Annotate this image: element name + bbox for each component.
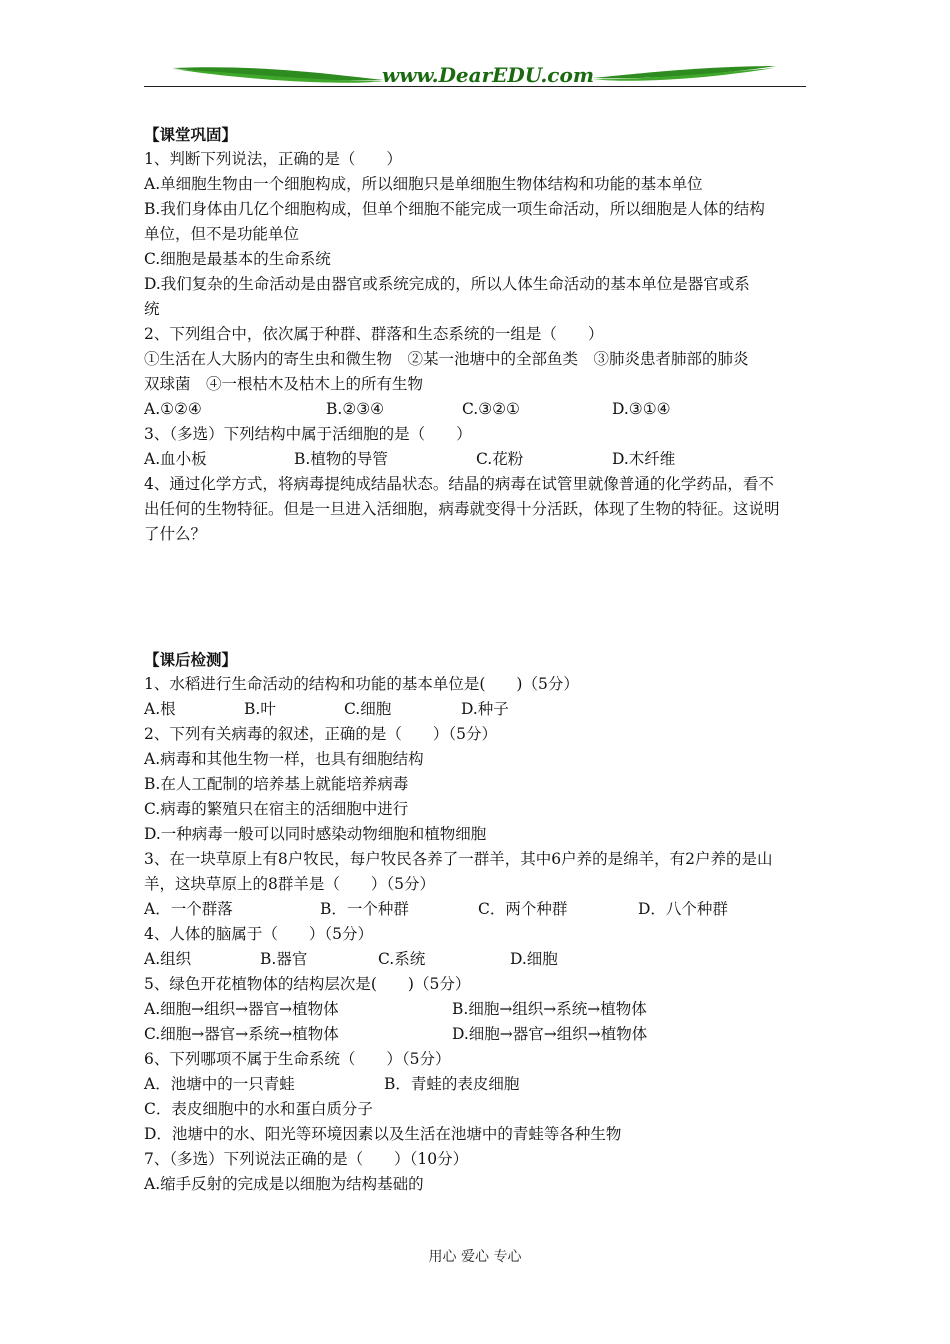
- option-c: C.花粉: [476, 450, 524, 468]
- answer-space: [144, 547, 809, 647]
- option-b: B.在人工配制的培养基上就能培养病毒: [144, 775, 409, 793]
- options-row: [144, 1022, 809, 1047]
- option-d: D.一种病毒一般可以同时感染动物细胞和植物细胞: [144, 825, 487, 843]
- question-stem: 1、水稻进行生命活动的结构和功能的基本单位是( )（5分）: [144, 675, 579, 693]
- option-d-cont: 统: [144, 300, 160, 318]
- option-d: D．八个种群: [638, 900, 728, 918]
- option-b: B.植物的导管: [294, 450, 388, 468]
- option-b-cont: 单位，但不是功能单位: [144, 225, 300, 243]
- question-text-cont: 了什么？: [144, 525, 207, 543]
- options-row: [144, 997, 809, 1022]
- logo-swoosh-graphic: [144, 60, 806, 92]
- document-body: [144, 122, 809, 1197]
- question-text: 4、通过化学方式，将病毒提纯成结晶状态。结晶的病毒在试管里就像普通的化学药品，看不: [144, 475, 774, 493]
- site-header-logo: [144, 60, 806, 92]
- question-items-cont: 双球菌 ④一根枯木及枯木上的所有生物: [144, 375, 424, 393]
- option-c: C.细胞: [344, 700, 392, 718]
- option-b: B.器官: [260, 950, 308, 968]
- option-c: C.细胞是最基本的生命系统: [144, 250, 331, 268]
- question-stem: 2、下列有关病毒的叙述，正确的是（ ）（5分）: [144, 725, 497, 743]
- option-b: B.我们身体由几亿个细胞构成，但单个细胞不能完成一项生命活动，所以细胞是人体的结构: [144, 200, 765, 218]
- question-stem: 6、下列哪项不属于生命系统（ ）（5分）: [144, 1050, 451, 1068]
- option-c: C．两个种群: [478, 900, 568, 918]
- question-stem: 3、（多选）下列结构中属于活细胞的是（ ）: [144, 425, 472, 443]
- option-a: A.单细胞生物由一个细胞构成，所以细胞只是单细胞生物体结构和功能的基本单位: [144, 175, 703, 193]
- option-b: B．青蛙的表皮细胞: [384, 1075, 520, 1093]
- option-c: C.③②①: [462, 400, 520, 418]
- options-row: [144, 397, 809, 422]
- option-d: D.种子: [461, 700, 509, 718]
- page-footer: 用心 爱心 专心: [428, 1249, 522, 1265]
- options-row: [144, 697, 809, 722]
- question-stem: 1、判断下列说法，正确的是（ ）: [144, 150, 402, 168]
- option-d: D.细胞: [510, 950, 558, 968]
- question-items: ①生活在人大肠内的寄生虫和微生物 ②某一池塘中的全部鱼类 ③肺炎患者肺部的肺炎: [144, 350, 749, 368]
- option-d: D.我们复杂的生命活动是由器官或系统完成的，所以人体生命活动的基本单位是器官或系: [144, 275, 750, 293]
- option-a: A．池塘中的一只青蛙: [144, 1075, 295, 1093]
- option-d: D.③①④: [612, 400, 671, 418]
- question-stem: 2、下列组合中，依次属于种群、群落和生态系统的一组是（ ）: [144, 325, 604, 343]
- options-row: [144, 447, 809, 472]
- option-c: C.系统: [378, 950, 426, 968]
- option-a: A.组织: [144, 950, 192, 968]
- option-a: A.缩手反射的完成是以细胞为结构基础的: [144, 1175, 424, 1193]
- section-title-after-class: 【课后检测】: [144, 650, 238, 669]
- option-a: A.细胞→组织→器官→植物体: [144, 1000, 339, 1018]
- question-text-cont: 羊，这块草原上的8群羊是（ ）（5分）: [144, 875, 435, 893]
- option-c: C.病毒的繁殖只在宿主的活细胞中进行: [144, 800, 409, 818]
- section-title-classroom: 【课堂巩固】: [144, 125, 238, 144]
- option-b: B.叶: [244, 700, 276, 718]
- options-row: [144, 947, 809, 972]
- option-a: A．一个群落: [144, 900, 233, 918]
- header-divider: [144, 86, 806, 87]
- options-row: [144, 897, 809, 922]
- option-a: A.血小板: [144, 450, 207, 468]
- option-b: B.②③④: [326, 400, 385, 418]
- option-a: A.①②④: [144, 400, 202, 418]
- question-text-cont: 出任何的生物特征。但是一旦进入活细胞，病毒就变得十分活跃，体现了生物的特征。这说明: [144, 500, 780, 518]
- question-stem: 7、（多选）下列说法正确的是（ ）（10分）: [144, 1150, 469, 1168]
- option-a: A.根: [144, 700, 176, 718]
- option-d: D．池塘中的水、阳光等环境因素以及生活在池塘中的青蛙等各种生物: [144, 1125, 622, 1143]
- question-text: 3、在一块草原上有8户牧民，每户牧民各养了一群羊，其中6户养的是绵羊，有2户养的是山: [144, 850, 773, 868]
- question-stem: 5、绿色开花植物体的结构层次是( )（5分）: [144, 975, 471, 993]
- option-d: D.细胞→器官→组织→植物体: [452, 1025, 648, 1043]
- option-a: A.病毒和其他生物一样，也具有细胞结构: [144, 750, 424, 768]
- option-c: C．表皮细胞中的水和蛋白质分子: [144, 1100, 373, 1118]
- option-b: B.细胞→组织→系统→植物体: [452, 1000, 647, 1018]
- option-b: B．一个种群: [320, 900, 409, 918]
- options-row: [144, 1072, 809, 1097]
- option-c: C.细胞→器官→系统→植物体: [144, 1025, 339, 1043]
- option-d: D.木纤维: [612, 450, 676, 468]
- question-stem: 4、人体的脑属于（ ）（5分）: [144, 925, 373, 943]
- logo-text: www.DearEDU.com: [381, 63, 595, 87]
